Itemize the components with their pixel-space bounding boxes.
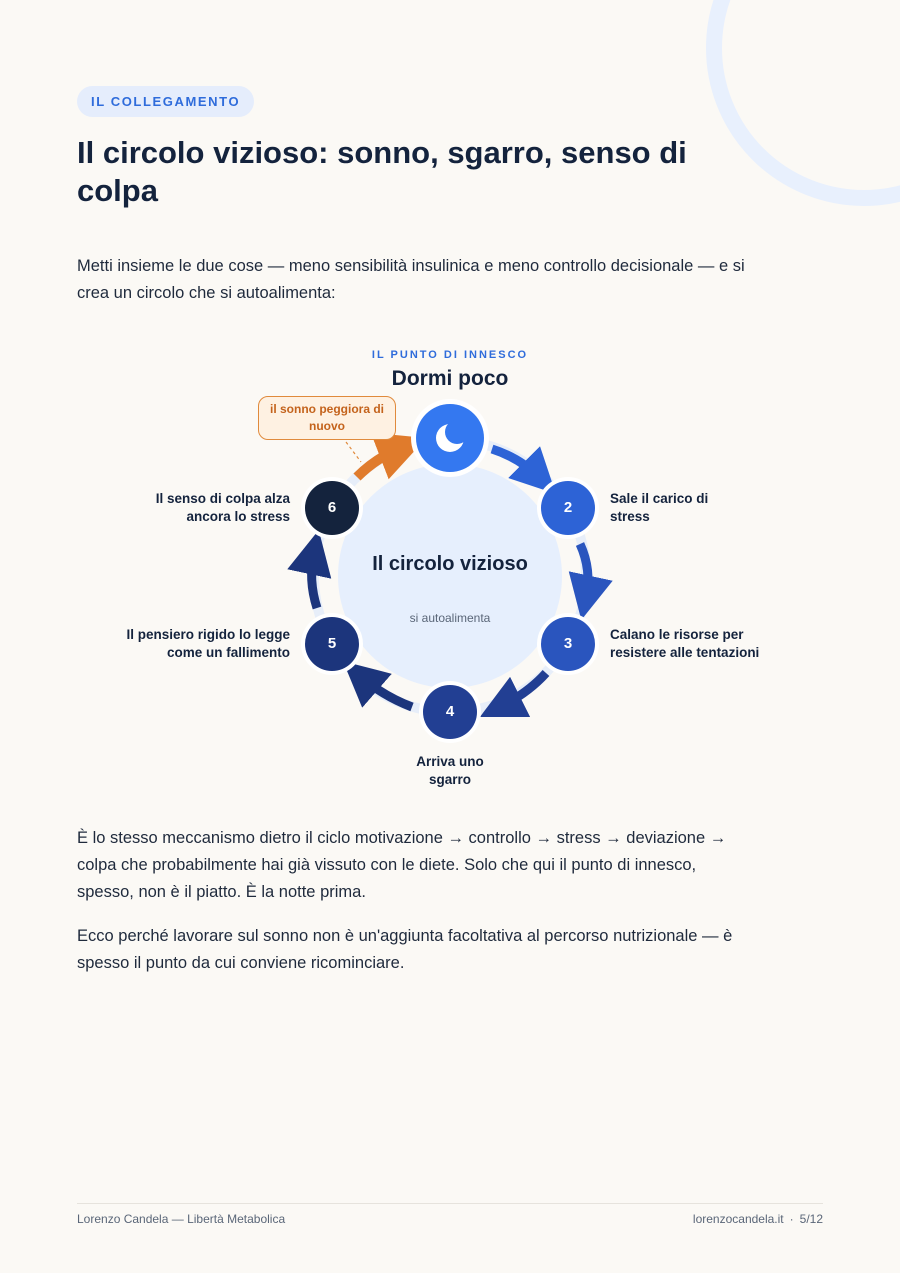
footer-site: lorenzocandela.it bbox=[692, 1212, 784, 1226]
step-number-4: 4 bbox=[445, 703, 455, 720]
page-title: Il circolo vizioso: sonno, sgarro, senso di colpa bbox=[77, 135, 687, 208]
step-number-2: 2 bbox=[563, 499, 573, 516]
section-badge: IL COLLEGAMENTO bbox=[77, 86, 254, 117]
arrow-5-to-6 bbox=[312, 552, 317, 608]
step-label-5: Il pensiero rigido lo legge come un fallimento bbox=[126, 627, 290, 660]
callout-bubble: il sonno peggiora di nuovo bbox=[258, 396, 396, 440]
step-label-4: Arriva uno sgarro bbox=[416, 754, 484, 787]
page-number: 5/12 bbox=[799, 1212, 823, 1226]
center-subtitle: si autoalimenta bbox=[409, 611, 491, 625]
step-label-6: Il senso di colpa alza ancora lo stress bbox=[155, 491, 290, 524]
footer-right bbox=[693, 1212, 823, 1226]
footer-divider bbox=[77, 1203, 823, 1204]
step-number-6: 6 bbox=[327, 499, 337, 516]
callout-connector bbox=[346, 442, 361, 462]
step-label-3: Calano le risorse per resistere alle tentazioni bbox=[610, 627, 760, 660]
arrow-4-to-5 bbox=[360, 676, 412, 707]
footer-separator: · bbox=[789, 1212, 794, 1226]
body-paragraph-1: È lo stesso meccanismo dietro il ciclo motivazione → controllo → stress → deviazione → colpa che probabilmente hai già vissuto con le diete. Solo che qui il punto di innesco, spesso, non è il piatto. È la notte prima. bbox=[77, 829, 727, 901]
trigger-kicker: IL PUNTO DI INNESCO bbox=[371, 349, 529, 361]
intro-paragraph: Metti insieme le due cose — meno sensibilità insulinica e meno controllo decisionale — e si crea un circolo che si autoalimenta: bbox=[77, 257, 745, 302]
trigger-title: Dormi poco bbox=[391, 367, 509, 390]
footer-author: Lorenzo Candela — Libertà Metabolica bbox=[77, 1212, 286, 1226]
step-number-5: 5 bbox=[327, 635, 337, 652]
arrow-3-to-4 bbox=[500, 673, 546, 707]
body-paragraph-2: Ecco perché lavorare sul sonno non è un'aggiunta facoltativa al percorso nutrizionale — è spesso il punto da cui conviene ricominciare. bbox=[77, 927, 733, 972]
step-number-3: 3 bbox=[563, 635, 573, 652]
return-arrow bbox=[357, 447, 403, 477]
step-label-2: Sale il carico di stress bbox=[610, 491, 709, 524]
center-title: Il circolo vizioso bbox=[372, 553, 528, 575]
